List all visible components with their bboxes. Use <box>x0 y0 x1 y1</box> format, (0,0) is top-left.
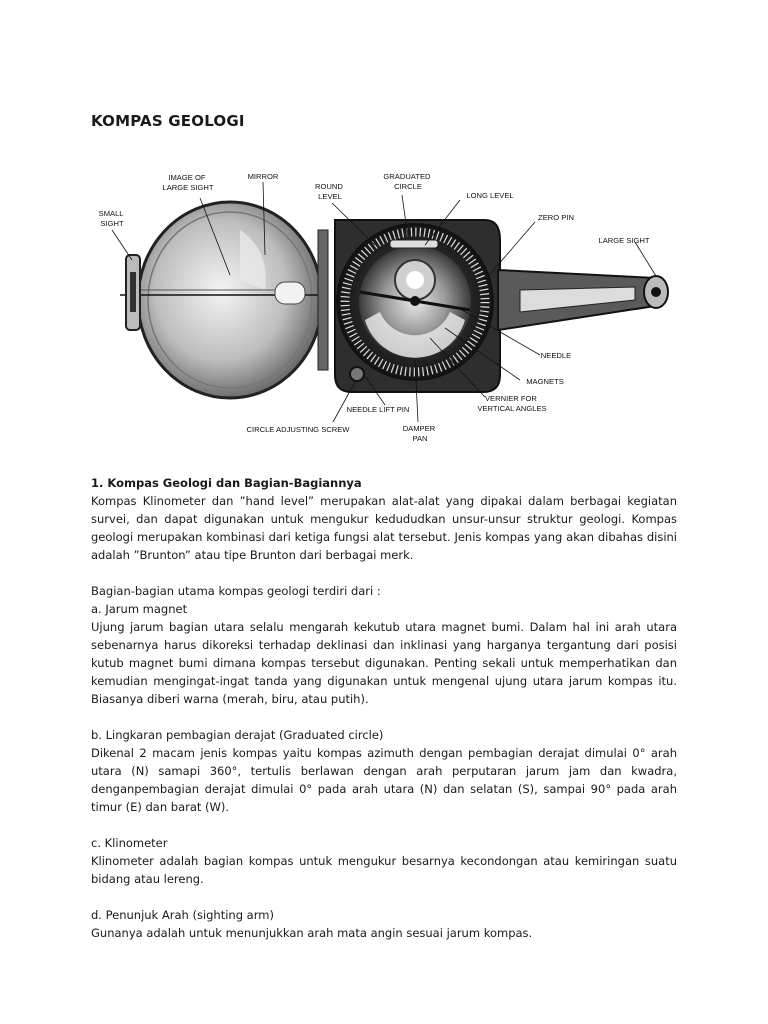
compass-figure <box>90 160 690 460</box>
part-b-title: b. Lingkaran pembagian derajat (Graduated circle) <box>91 728 384 742</box>
label-needle: NEEDLE <box>540 351 572 360</box>
intro-paragraph: Kompas Klinometer dan ”hand level” merupakan alat-alat yang dipakai dalam berbagai kegiatan survei, dan dapat digunakan untuk mengukur kedududkan unsur-unsur struktur geologi. Kompas geologi merupakan kombinasi dari ketiga fungsi alat tersebut. Jenis kompas yang akan dibahas disini adalah ”Brunton” atau tipe Brunton dari berbagai merk. <box>91 494 677 562</box>
label-damper-pan: DAMPER PAN <box>402 424 436 443</box>
part-c-body: Klinometer adalah bagian kompas untuk mengukur besarnya kecondongan atau kemiringan suatu bidang atau lereng. <box>91 854 677 886</box>
label-vernier: VERNIER FOR VERTICAL ANGLES <box>477 394 547 413</box>
body-text <box>91 474 677 942</box>
parts-intro: Bagian-bagian utama kompas geologi terdiri dari : <box>91 584 381 598</box>
compass-body <box>335 220 500 392</box>
label-round-level: ROUND LEVEL <box>315 182 343 201</box>
brunton-compass-diagram <box>90 160 690 460</box>
part-c-title: c. Klinometer <box>91 836 168 850</box>
label-long-level: LONG LEVEL <box>466 191 514 200</box>
part-b-body: Dikenal 2 macam jenis kompas yaitu kompas azimuth dengan pembagian derajat dimulai 0° arah utara (N) samapi 360°, tertulis berlawan dengan arah perputaran jarum jam dan kwadra, denganpembagian derajat dimulai 0° pada arah utara (N) dan selatan (S), sampai 90° pada arah timur (E) dan barat (W). <box>91 746 677 814</box>
label-graduated-circle: GRADUATED CIRCLE <box>383 172 431 191</box>
label-small-sight: SMALL SIGHT <box>98 209 124 228</box>
label-magnets: MAGNETS <box>526 377 564 386</box>
label-large-sight: LARGE SIGHT <box>598 236 650 245</box>
label-image-large-sight: IMAGE OF LARGE SIGHT <box>162 173 214 192</box>
label-needle-lift-pin: NEEDLE LIFT PIN <box>346 405 410 414</box>
hinge <box>318 230 328 370</box>
compass-lid <box>120 202 322 398</box>
part-a-title: a. Jarum magnet <box>91 602 188 616</box>
part-a-body: Ujung jarum bagian utara selalu mengarah kekutub utara magnet bumi. Dalam hal ini arah utara sebenarnya harus dikoreksi terhadap deklinasi dan inklinasi yang harganya tergantung dari posisi kutub magnet bumi dimana kompas tersebut digunakan. Penting sekali untuk memperhatikan dan kemudian mengingat-ingat tanda yang digunakan untuk mengenal ujung utara jarum kompas itu. Biasanya diberi warna (merah, biru, atau putih). <box>91 620 677 706</box>
section-heading: 1. Kompas Geologi dan Bagian-Bagiannya <box>91 476 362 490</box>
page-title: KOMPAS GEOLOGI <box>91 112 245 130</box>
label-zero-pin: ZERO PIN <box>538 213 574 222</box>
label-mirror: MIRROR <box>247 172 279 181</box>
part-d-title: d. Penunjuk Arah (sighting arm) <box>91 908 274 922</box>
label-circle-adjusting-screw: CIRCLE ADJUSTING SCREW <box>246 425 350 434</box>
small-sight <box>126 255 140 330</box>
part-d-body: Gunanya adalah untuk menunjukkan arah mata angin sesuai jarum kompas. <box>91 926 533 940</box>
large-sight-arm <box>498 270 668 330</box>
